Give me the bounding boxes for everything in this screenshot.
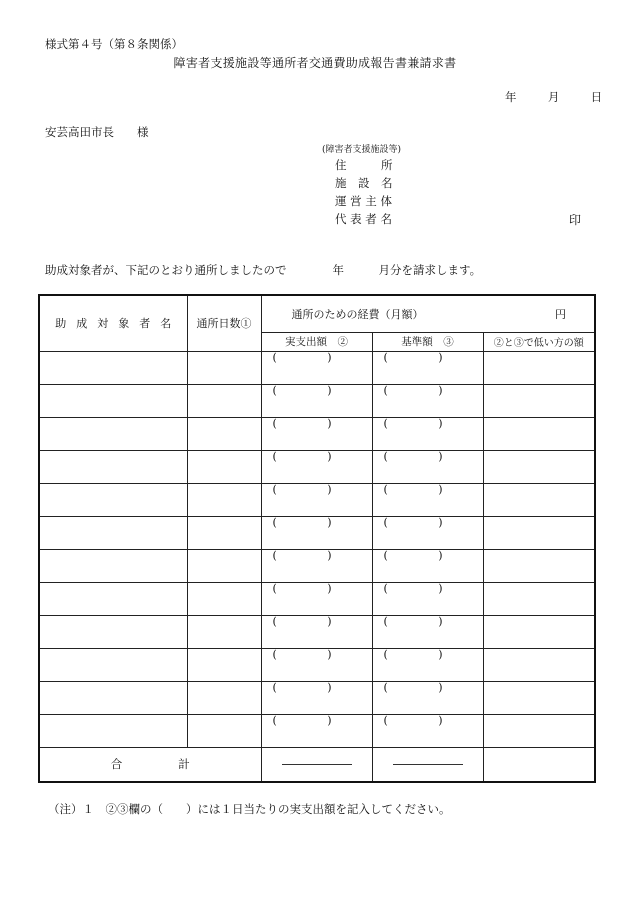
lower-amount-cell[interactable] [483, 483, 595, 516]
header-monthly-cost [261, 295, 595, 332]
paren-open: ( [383, 714, 388, 727]
per-day-amount-parens [262, 681, 372, 694]
per-day-amount-parens [373, 549, 483, 562]
paren-open: ( [383, 516, 388, 529]
paren-open: ( [383, 483, 388, 496]
actual-expense-cell[interactable] [261, 450, 372, 483]
standard-amount-cell[interactable] [372, 384, 483, 417]
total-lower-cell[interactable] [483, 747, 595, 782]
actual-expense-cell[interactable] [261, 582, 372, 615]
recipient-name-cell[interactable] [39, 582, 187, 615]
actual-expense-cell[interactable] [261, 516, 372, 549]
standard-amount-cell[interactable] [372, 714, 483, 747]
paren-open: ( [383, 549, 388, 562]
paren-close: ) [438, 549, 443, 562]
lower-amount-cell[interactable] [483, 582, 595, 615]
actual-expense-cell[interactable] [261, 417, 372, 450]
total-standard-cell[interactable] [372, 747, 483, 782]
total-actual-dash [282, 764, 352, 765]
paren-close: ) [438, 450, 443, 463]
header-standard-amount: 基準額 ③ [372, 332, 483, 351]
lower-amount-cell[interactable] [483, 450, 595, 483]
total-label-a: 合 [110, 757, 123, 771]
lower-amount-cell[interactable] [483, 615, 595, 648]
paren-open: ( [272, 582, 277, 595]
address-field-label: 住 所 [335, 158, 393, 172]
per-day-amount-parens [373, 450, 483, 463]
attendance-days-cell[interactable] [187, 351, 261, 384]
lower-amount-cell[interactable] [483, 516, 595, 549]
per-day-amount-parens [373, 384, 483, 397]
paren-close: ) [327, 417, 332, 430]
actual-expense-cell[interactable] [261, 714, 372, 747]
lower-amount-cell[interactable] [483, 681, 595, 714]
standard-amount-cell[interactable] [372, 450, 483, 483]
paren-open: ( [272, 516, 277, 529]
paren-open: ( [383, 351, 388, 364]
lower-amount-cell[interactable] [483, 417, 595, 450]
standard-amount-cell[interactable] [372, 351, 483, 384]
paren-close: ) [327, 450, 332, 463]
paren-close: ) [438, 648, 443, 661]
standard-amount-cell[interactable] [372, 681, 483, 714]
recipient-name-cell[interactable] [39, 681, 187, 714]
per-day-amount-parens [262, 714, 372, 727]
standard-amount-cell[interactable] [372, 417, 483, 450]
recipient-name-cell[interactable] [39, 351, 187, 384]
recipient-name-cell[interactable] [39, 483, 187, 516]
paren-close: ) [327, 582, 332, 595]
per-day-amount-parens [262, 417, 372, 430]
paren-open: ( [272, 648, 277, 661]
recipient-name-cell[interactable] [39, 615, 187, 648]
standard-amount-cell[interactable] [372, 582, 483, 615]
table-row [39, 648, 595, 681]
paren-open: ( [272, 681, 277, 694]
attendance-days-cell[interactable] [187, 483, 261, 516]
total-label-b: 計 [178, 757, 190, 771]
recipient-name-cell[interactable] [39, 714, 187, 747]
per-day-amount-parens [262, 648, 372, 661]
paren-close: ) [327, 516, 332, 529]
recipient-name-cell[interactable] [39, 648, 187, 681]
per-day-amount-parens [373, 681, 483, 694]
paren-close: ) [438, 417, 443, 430]
lower-amount-cell[interactable] [483, 384, 595, 417]
paren-open: ( [383, 582, 388, 595]
lower-amount-cell[interactable] [483, 351, 595, 384]
table-row [39, 582, 595, 615]
lower-amount-cell[interactable] [483, 648, 595, 681]
table-row [39, 714, 595, 747]
footnote: （注）１ ②③欄の（ ）には１日当たりの実支出額を記入してください。 [48, 802, 451, 816]
paren-close: ) [438, 582, 443, 595]
per-day-amount-parens [373, 582, 483, 595]
date-year-label: 年 [505, 90, 517, 104]
standard-amount-cell[interactable] [372, 549, 483, 582]
total-label-cell [39, 747, 261, 782]
document-title: 障害者支援施設等通所者交通費助成報告書兼請求書 [173, 56, 457, 70]
attendance-days-cell[interactable] [187, 549, 261, 582]
per-day-amount-parens [373, 648, 483, 661]
standard-amount-cell[interactable] [372, 516, 483, 549]
paren-close: ) [327, 384, 332, 397]
recipient-name-cell[interactable] [39, 450, 187, 483]
paren-open: ( [383, 648, 388, 661]
paren-open: ( [383, 384, 388, 397]
attendance-days-cell[interactable] [187, 615, 261, 648]
date-month-label: 月 [547, 90, 560, 104]
paren-close: ) [438, 483, 443, 496]
actual-expense-cell[interactable] [261, 351, 372, 384]
facility-caption: (障害者支援施設等) [322, 145, 402, 155]
paren-open: ( [272, 615, 277, 628]
paren-close: ) [438, 384, 443, 397]
table-row [39, 384, 595, 417]
per-day-amount-parens [262, 483, 372, 496]
paren-close: ) [327, 714, 332, 727]
paren-close: ) [327, 681, 332, 694]
paren-close: ) [438, 615, 443, 628]
paren-close: ) [438, 681, 443, 694]
paren-open: ( [272, 417, 277, 430]
recipient-name-cell[interactable] [39, 417, 187, 450]
actual-expense-cell[interactable] [261, 681, 372, 714]
paren-open: ( [272, 351, 277, 364]
total-actual-cell[interactable] [261, 747, 372, 782]
attendance-days-cell[interactable] [187, 582, 261, 615]
per-day-amount-parens [373, 417, 483, 430]
paren-open: ( [383, 681, 388, 694]
recipient-line: 安芸高田市長 様 [45, 125, 149, 139]
paren-close: ) [327, 351, 332, 364]
seal-mark: 印 [569, 213, 582, 227]
request-statement: 助成対象者が、下記のとおり通所しましたので 年 月分を請求します。 [45, 263, 482, 277]
standard-amount-cell[interactable] [372, 615, 483, 648]
paren-open: ( [272, 549, 277, 562]
per-day-amount-parens [373, 483, 483, 496]
header-recipient-name: 助成対象者名 [39, 295, 187, 351]
date-day-label: 日 [590, 90, 603, 104]
date-line [505, 89, 602, 105]
per-day-amount-parens [373, 516, 483, 529]
actual-expense-cell[interactable] [261, 549, 372, 582]
actual-expense-cell[interactable] [261, 384, 372, 417]
paren-close: ) [438, 516, 443, 529]
paren-open: ( [272, 483, 277, 496]
standard-amount-cell[interactable] [372, 648, 483, 681]
paren-close: ) [438, 351, 443, 364]
header-actual-expense: 実支出額 ② [261, 332, 372, 351]
attendance-days-cell[interactable] [187, 384, 261, 417]
per-day-amount-parens [262, 582, 372, 595]
per-day-amount-parens [373, 351, 483, 364]
paren-open: ( [272, 714, 277, 727]
paren-open: ( [272, 384, 277, 397]
operator-field-label: 運 営 主 体 [335, 194, 392, 208]
actual-expense-cell[interactable] [261, 483, 372, 516]
header-lower-amount: ②と③で低い方の額 [483, 332, 595, 351]
paren-open: ( [383, 615, 388, 628]
table-row [39, 681, 595, 714]
paren-open: ( [383, 417, 388, 430]
per-day-amount-parens [262, 450, 372, 463]
header-yen-label: 円 [555, 307, 566, 321]
paren-close: ) [327, 549, 332, 562]
lower-amount-cell[interactable] [483, 549, 595, 582]
per-day-amount-parens [262, 615, 372, 628]
attendance-days-cell[interactable] [187, 714, 261, 747]
recipient-name-cell[interactable] [39, 516, 187, 549]
per-day-amount-parens [373, 714, 483, 727]
table-row [39, 450, 595, 483]
paren-open: ( [383, 450, 388, 463]
paren-close: ) [327, 615, 332, 628]
table-row [39, 483, 595, 516]
attendance-days-cell[interactable] [187, 417, 261, 450]
table-row [39, 417, 595, 450]
paren-open: ( [272, 450, 277, 463]
standard-amount-cell[interactable] [372, 483, 483, 516]
lower-amount-cell[interactable] [483, 714, 595, 747]
per-day-amount-parens [373, 615, 483, 628]
per-day-amount-parens [262, 549, 372, 562]
actual-expense-cell[interactable] [261, 615, 372, 648]
header-cost-label: 通所のための経費（月額） [291, 307, 424, 321]
paren-close: ) [327, 648, 332, 661]
attendance-days-cell[interactable] [187, 450, 261, 483]
paren-close: ) [438, 714, 443, 727]
facility-name-field-label: 施 設 名 [335, 176, 393, 190]
actual-expense-cell[interactable] [261, 648, 372, 681]
attendance-days-cell[interactable] [187, 516, 261, 549]
table-row [39, 516, 595, 549]
subsidy-table [38, 294, 596, 783]
total-standard-dash [393, 764, 463, 765]
representative-field-label: 代 表 者 名 [335, 212, 392, 226]
paren-close: ) [327, 483, 332, 496]
table-row [39, 549, 595, 582]
form-number: 様式第４号（第８条関係） [45, 37, 183, 51]
table-row [39, 615, 595, 648]
per-day-amount-parens [262, 516, 372, 529]
attendance-days-cell[interactable] [187, 681, 261, 714]
header-attendance-days: 通所日数① [187, 295, 261, 351]
per-day-amount-parens [262, 384, 372, 397]
recipient-name-cell[interactable] [39, 549, 187, 582]
per-day-amount-parens [262, 351, 372, 364]
attendance-days-cell[interactable] [187, 648, 261, 681]
table-row [39, 351, 595, 384]
recipient-name-cell[interactable] [39, 384, 187, 417]
